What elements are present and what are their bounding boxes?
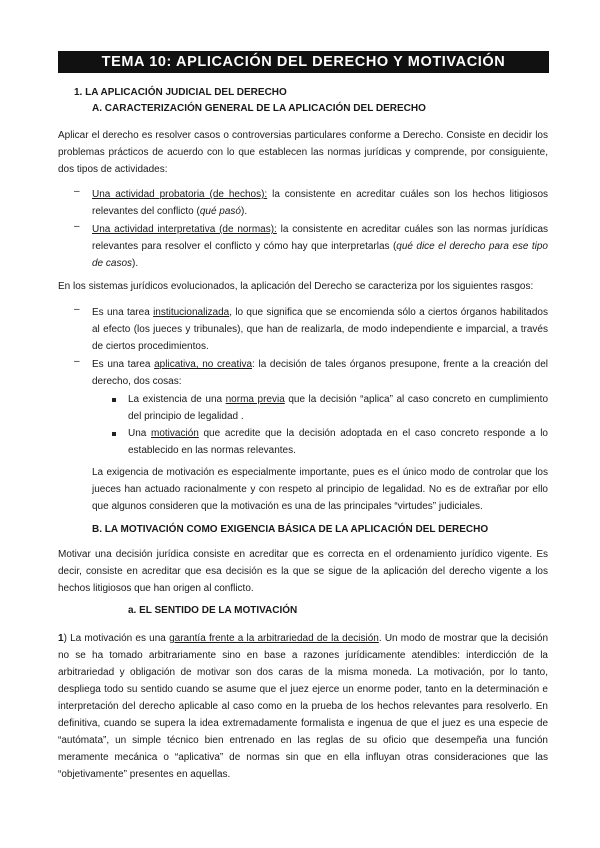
rasgo-keyword: institucionalizada [153, 307, 230, 318]
activity-text: la consistente en acreditar cuáles son las normas jurídicas relevantes para resolver el conflicto y cómo hay que interpretarlas ( [92, 224, 549, 252]
activity-item-probatoria [92, 186, 548, 220]
subitem-norma-previa [128, 391, 548, 425]
rasgo-text: Es una tarea [92, 307, 154, 318]
rasgo-item-institucionalizada [92, 304, 548, 355]
dash-bullet: – [74, 186, 80, 197]
subitem-motivacion [128, 425, 548, 459]
dash-bullet: – [74, 304, 80, 315]
dash-bullet: – [74, 356, 80, 367]
activity-item-interpretativa [92, 221, 548, 272]
section-heading-a: A. CARACTERIZACIÓN GENERAL DE LA APLICACIÓN DEL DERECHO [92, 103, 426, 114]
section-heading-1: 1. LA APLICACIÓN JUDICIAL DEL DERECHO [74, 87, 287, 98]
rasgo-text: Es una tarea [92, 359, 155, 370]
motivar-paragraph: Motivar una decisión jurídica consiste en acreditar que es correcta en el ordenamiento jurídico vigente. Es decir, consiste en acreditar que esa decisión es la que se sigue de la aplicación del derecho vigente a los hechos litigiosos que han origen al conflicto. [58, 549, 548, 594]
subitem-keyword: norma previa [225, 394, 285, 405]
subitem-text: que acredite que la decisión adoptada en el caso concreto responde a lo establecido en las normas relevantes. [128, 428, 548, 456]
activity-text: la consistente en acreditar cuáles son los hechos litigiosos relevantes del conflicto ( [92, 189, 548, 217]
rasgos-intro: En los sistemas jurídicos evolucionados, la aplicación del Derecho se caracteriza por los siguientes rasgos: [58, 281, 534, 292]
section-heading-b: B. LA MOTIVACIÓN COMO EXIGENCIA BÁSICA DE LA APLICACIÓN DEL DERECHO [92, 524, 489, 535]
paragraph-number: 1 [58, 633, 64, 644]
section-heading-sub-a: a. EL SENTIDO DE LA MOTIVACIÓN [128, 605, 298, 616]
subitem-text: Una [128, 428, 152, 439]
activity-end: ). [241, 206, 248, 217]
exigencia-paragraph: La exigencia de motivación es especialmente importante, pues es el único modo de controlar que los jueces han actuado racionalmente y con respeto al principio de legalidad. No es de extrañar por ello que algunos consideren que la motivación es una de las principales “virtudes” judiciales. [92, 467, 548, 512]
subitem-text: La existencia de una [128, 394, 226, 405]
activity-label: Una actividad interpretativa (de normas): [92, 224, 277, 235]
rasgo-text: : la decisión de tales órganos presupone, frente a la creación del derecho, dos cosas: [92, 359, 548, 387]
activity-italic: qué dice el derecho para ese tipo de casos [92, 241, 548, 269]
subitem-keyword: motivación [151, 428, 199, 439]
rasgo-keyword: aplicativa, no creativa [154, 359, 253, 370]
activity-label: Una actividad probatoria (de hechos): [92, 189, 268, 200]
paragraph-text: ) La motivación es una [63, 633, 170, 644]
page-title: TEMA 10: APLICACIÓN DEL DERECHO Y MOTIVACIÓN [58, 51, 549, 73]
rasgo-item-aplicativa [92, 356, 548, 390]
motivacion-sentido-paragraph [58, 630, 548, 783]
paragraph-keyword: garantía frente a la arbitrariedad de la decisión [169, 633, 379, 644]
rasgo-text: , lo que significa que se encomienda sólo a ciertos órganos habilitados al efecto (los jueces y tribunales), que han de realizarla, de modo independiente e imparcial, a través de ciertos procedimientos. [92, 307, 548, 352]
square-bullet-icon [112, 398, 116, 402]
paragraph-text: . Un modo de mostrar que la decisión no se ha tomado arbitrariamente sino en base a razones jurídicamente atendibles: interdicción de la arbitrariedad y obligación de motivar son dos caras de la misma moneda. La motivación, por lo tanto, despliega todo su sentido cuando se asume que el juez ejerce un enorme poder, tanto en la determinación e interpretación del derecho aplicable al caso como en la prueba de los hechos relevantes para resolverlo. En definitiva, cuando se supera la idea extremadamente formalista e ingenua de que el juez es una especie de “autómata”, un simple técnico bien entrenado en las reglas de su oficio que desempeña una función meramente mecánica o “aplicativa” de normas sin que en ella influyan otras consideraciones que las “objetivamente” presentes en aquellas. [58, 633, 549, 780]
activity-end: ). [132, 258, 139, 269]
intro-paragraph: Aplicar el derecho es resolver casos o controversias particulares conforme a Derecho. Consiste en decidir los problemas prácticos de acuerdo con lo que establecen las normas jurídicas y comprende, por consiguiente, dos tipos de actividades: [58, 130, 548, 175]
square-bullet-icon [112, 432, 116, 436]
dash-bullet: – [74, 221, 80, 232]
subitem-text: que la decisión “aplica” al caso concreto en cumplimiento del principio de legalidad . [128, 394, 549, 422]
activity-italic: qué pasó [199, 206, 241, 217]
